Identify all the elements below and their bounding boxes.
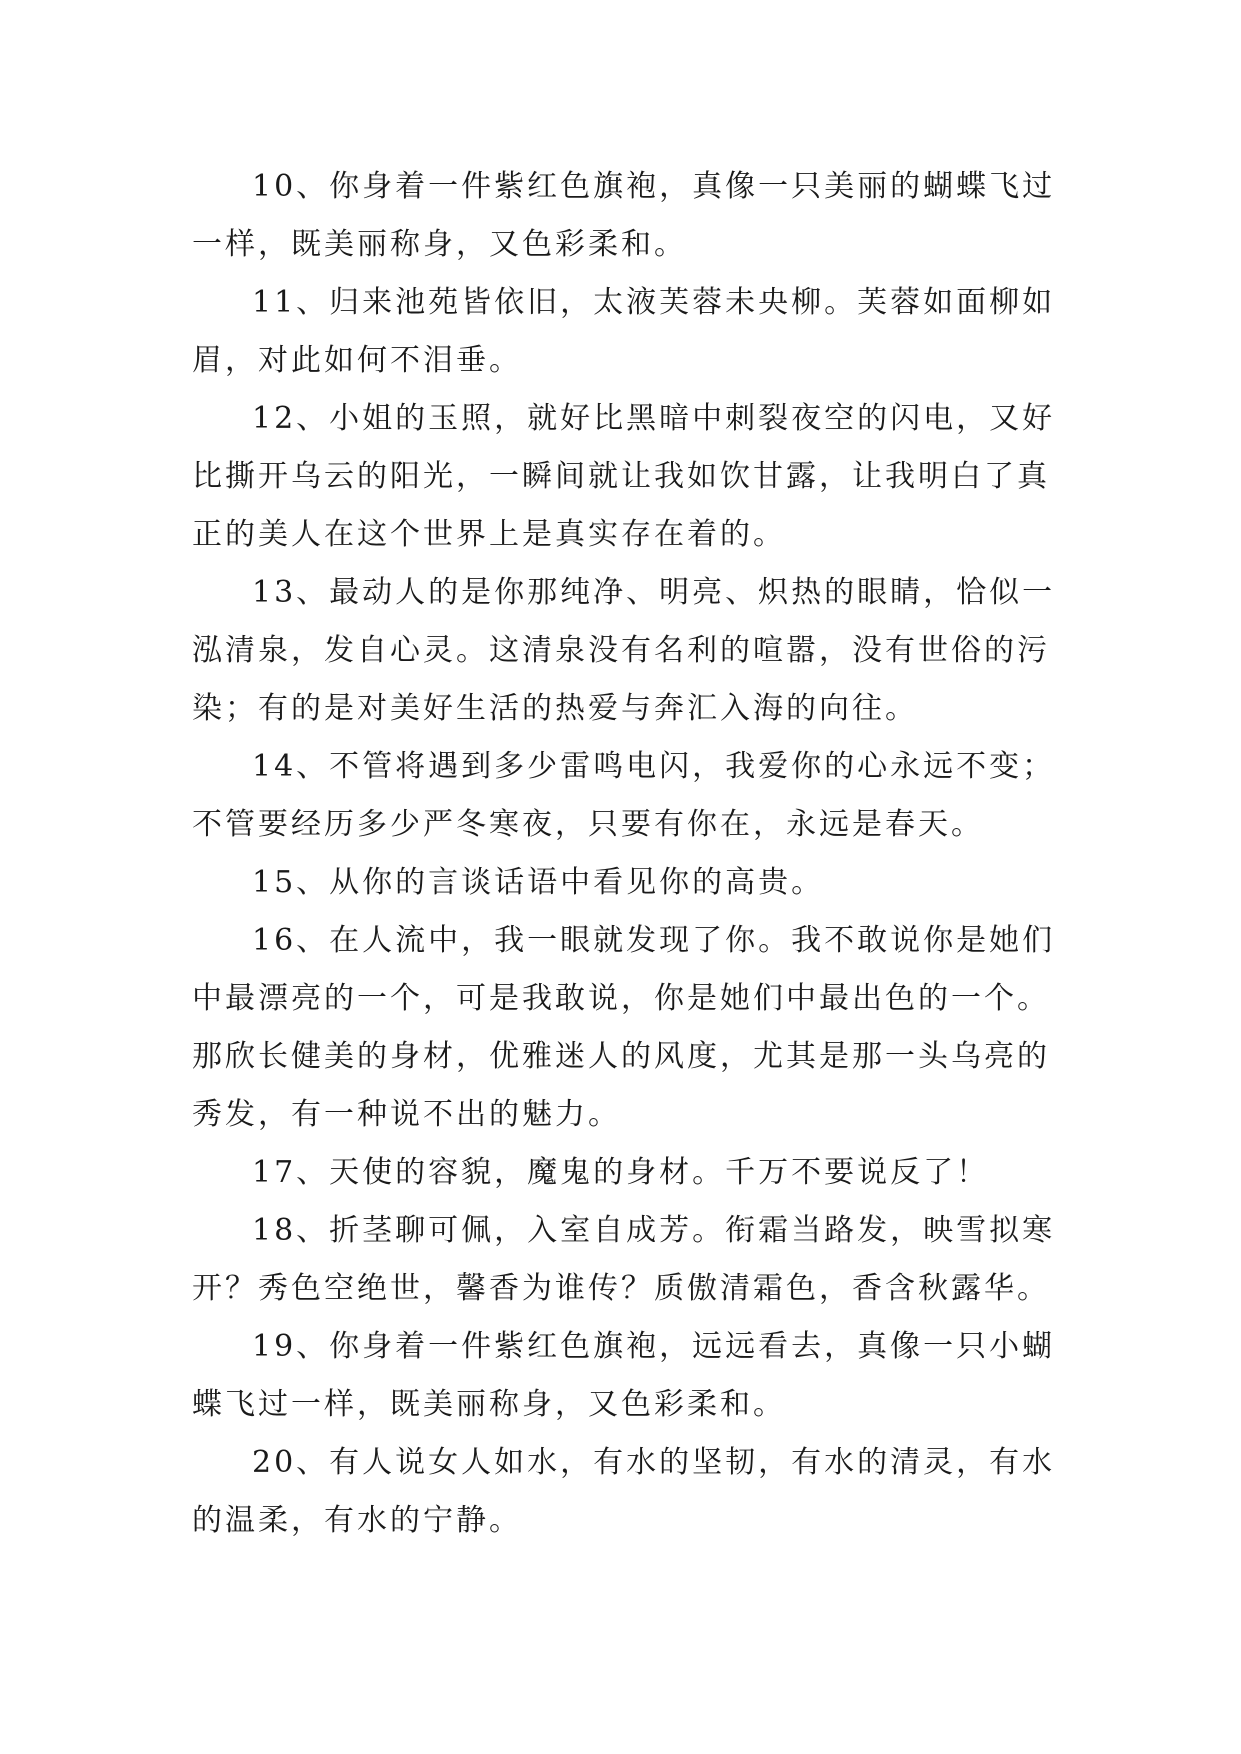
paragraph-19: 19、你身着一件紫红色旗袍，远远看去，真像一只小蝴蝶飞过一样，既美丽称身，又色彩柔和。	[192, 1329, 1056, 1422]
paragraph-17: 17、天使的容貌，魔鬼的身材。千万不要说反了！	[252, 1155, 990, 1190]
paragraph-10: 10、你身着一件紫红色旗袍，真像一只美丽的蝴蝶飞过一样，既美丽称身，又色彩柔和。	[192, 169, 1056, 262]
paragraph-20: 20、有人说女人如水，有水的坚韧，有水的清灵，有水的温柔，有水的宁静。	[192, 1445, 1056, 1538]
paragraph-12: 12、小姐的玉照，就好比黑暗中刺裂夜空的闪电，又好比撕开乌云的阳光，一瞬间就让我如饮甘露，让我明白了真正的美人在这个世界上是真实存在着的。	[192, 401, 1056, 552]
paragraph-13: 13、最动人的是你那纯净、明亮、炽热的眼睛，恰似一泓清泉，发自心灵。这清泉没有名利的喧嚣，没有世俗的污染；有的是对美好生活的热爱与奔汇入海的向往。	[192, 575, 1056, 726]
paragraph-15: 15、从你的言谈话语中看见你的高贵。	[252, 865, 825, 900]
paragraph-18: 18、折茎聊可佩，入室自成芳。衔霜当路发，映雪拟寒开？秀色空绝世，馨香为谁传？质傲清霜色，香含秋露华。	[192, 1213, 1056, 1306]
paragraph-11: 11、归来池苑皆依旧，太液芙蓉未央柳。芙蓉如面柳如眉，对此如何不泪垂。	[192, 285, 1056, 378]
document-body	[192, 158, 1062, 1550]
paragraph-14: 14、不管将遇到多少雷鸣电闪，我爱你的心永远不变；不管要经历多少严冬寒夜，只要有你在，永远是春天。	[192, 749, 1056, 842]
paragraph-16: 16、在人流中，我一眼就发现了你。我不敢说你是她们中最漂亮的一个，可是我敢说，你是她们中最出色的一个。那欣长健美的身材，优雅迷人的风度，尤其是那一头乌亮的秀发，有一种说不出的魅力。	[192, 923, 1056, 1132]
